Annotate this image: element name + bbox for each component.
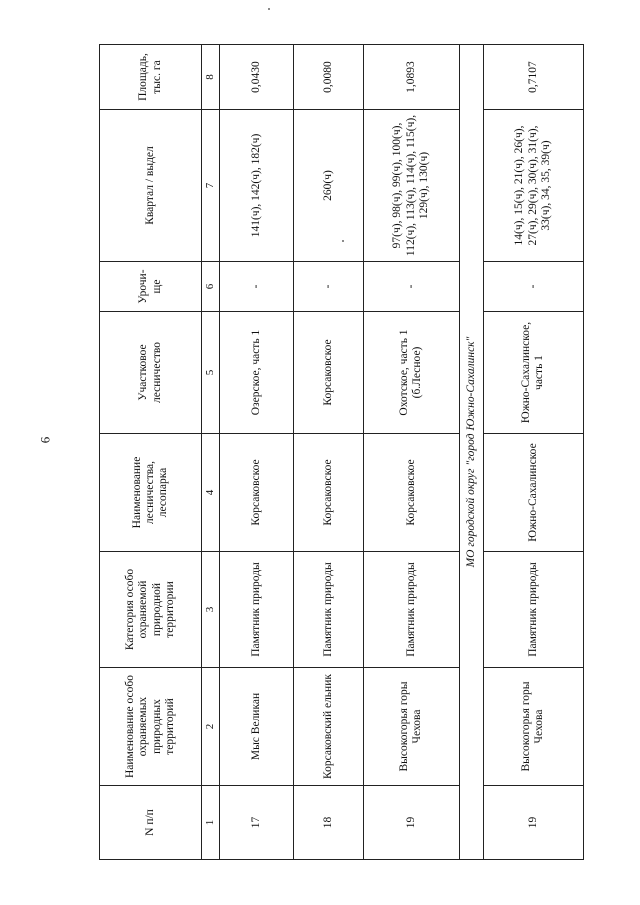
header-district: Участковое лесничество: [100, 312, 202, 434]
cell-forestry: Корсаковское: [219, 434, 293, 552]
page-number: 6: [37, 436, 53, 444]
cell-name: Корсаковский ельник: [293, 668, 363, 786]
section-title: МО городской округ "город Южно-Сахалинск": [459, 45, 483, 860]
cell-name: Высокогорья горы Чехова: [363, 668, 459, 786]
cell-number: 19: [483, 786, 583, 860]
cell-forestry: Корсаковское: [363, 434, 459, 552]
column-index-row: [202, 45, 220, 860]
cell-area: 0,7107: [483, 45, 583, 110]
cell-category: Памятник природы: [293, 552, 363, 668]
cell-quarter: 141(ч), 142(ч), 182(ч): [219, 110, 293, 262]
cell-tract: -: [363, 262, 459, 312]
header-area: Площадь, тыс. га: [100, 45, 202, 110]
cell-quarter: 14(ч), 15(ч), 21(ч), 26(ч), 27(ч), 29(ч), 30(ч), 31(ч), 33(ч), 34, 35, 39(ч): [483, 110, 583, 262]
cell-district: Корсаковское: [293, 312, 363, 434]
column-index: 8: [202, 45, 220, 110]
table-header-row: [100, 45, 202, 860]
header-category: Категория особо охраняемой природной территории: [100, 552, 202, 668]
cell-category: Памятник природы: [219, 552, 293, 668]
cell-forestry: Южно-Сахалинское: [483, 434, 583, 552]
column-index: 4: [202, 434, 220, 552]
table-row: [219, 45, 293, 860]
table-row: [293, 45, 363, 860]
scan-speck: [342, 240, 344, 242]
cell-tract: -: [483, 262, 583, 312]
header-tract: Урочи-ще: [100, 262, 202, 312]
header-quarter: Квартал / выдел: [100, 110, 202, 262]
column-index: 5: [202, 312, 220, 434]
header-forestry: Наименование лесничества, лесопарка: [100, 434, 202, 552]
cell-name: Мыс Великан: [219, 668, 293, 786]
column-index: 3: [202, 552, 220, 668]
landscape-table-container: [99, 45, 581, 860]
table-row: [363, 45, 459, 860]
cell-area: 0,0430: [219, 45, 293, 110]
column-index: 1: [202, 786, 220, 860]
scan-speck: [268, 8, 270, 10]
rotated-table-frame: [99, 45, 581, 860]
protected-areas-table: [99, 44, 584, 860]
cell-number: 18: [293, 786, 363, 860]
cell-category: Памятник природы: [483, 552, 583, 668]
cell-district: Озерское, часть 1: [219, 312, 293, 434]
header-name: Наименование особо охраняемых природных территорий: [100, 668, 202, 786]
cell-district: Охотское, часть 1 (б.Лесное): [363, 312, 459, 434]
cell-area: 1,0893: [363, 45, 459, 110]
cell-quarter: 97(ч), 98(ч), 99(ч), 100(ч), 112(ч), 113(ч), 114(ч), 115(ч), 129(ч), 130(ч): [363, 110, 459, 262]
cell-tract: -: [293, 262, 363, 312]
section-title-row: [459, 45, 483, 860]
cell-quarter: 260(ч): [293, 110, 363, 262]
column-index: 7: [202, 110, 220, 262]
cell-forestry: Корсаковское: [293, 434, 363, 552]
cell-number: 17: [219, 786, 293, 860]
column-index: 6: [202, 262, 220, 312]
cell-area: 0,0080: [293, 45, 363, 110]
header-number: N п/п: [100, 786, 202, 860]
table-row: [483, 45, 583, 860]
cell-category: Памятник природы: [363, 552, 459, 668]
cell-name: Высокогорья горы Чехова: [483, 668, 583, 786]
column-index: 2: [202, 668, 220, 786]
cell-number: 19: [363, 786, 459, 860]
cell-tract: -: [219, 262, 293, 312]
cell-district: Южно-Сахалинское, часть 1: [483, 312, 583, 434]
